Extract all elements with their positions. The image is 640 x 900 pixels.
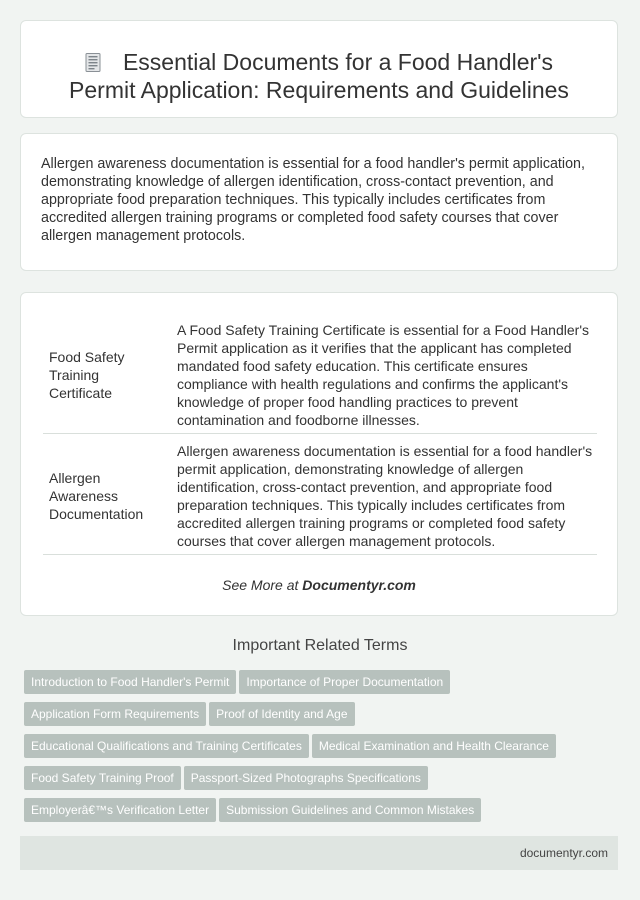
title-line-2: Permit Application: Requirements and Guidelines	[69, 77, 569, 103]
related-term-tag[interactable]: Passport-Sized Photographs Specifications	[184, 766, 428, 790]
related-term-tag[interactable]: Submission Guidelines and Common Mistakes	[219, 798, 481, 822]
related-term-tag[interactable]: Educational Qualifications and Training Certificates	[24, 734, 309, 758]
intro-text: Allergen awareness documentation is essential for a food handler's permit application, demonstrating knowledge of allergen identification, cross-contact prevention, and appropriate food preparation techniques. This typically includes certificates from accredited allergen training programs or completed food safety courses that cover allergen management protocols.	[41, 156, 585, 244]
related-term-tag[interactable]: Food Safety Training Proof	[24, 766, 181, 790]
tag-row	[24, 766, 620, 798]
row-label: Allergen Awareness Documentation	[49, 470, 144, 522]
title-line-1: Essential Documents for a Food Handler's	[122, 49, 554, 75]
see-more-brand[interactable]: Documentyr.com	[302, 577, 416, 593]
table-row	[43, 313, 597, 434]
title-card	[20, 20, 618, 118]
related-term-tag[interactable]: Employerâ€™s Verification Letter	[24, 798, 216, 822]
tag-row	[24, 798, 620, 830]
documents-table	[20, 292, 618, 616]
related-term-tag[interactable]: Introduction to Food Handler's Permit	[24, 670, 236, 694]
related-terms-heading: Important Related Terms	[232, 637, 408, 654]
tag-row	[24, 734, 620, 766]
row-description: Allergen awareness documentation is essential for a food handler's permit application, demonstrating knowledge of allergen identification, cross-contact prevention, and appropriate food preparation techniques. This typically includes certificates from accredited allergen training programs or completed food safety courses that cover allergen management protocols.	[177, 443, 593, 549]
tag-row	[24, 702, 620, 734]
related-term-tag[interactable]: Medical Examination and Health Clearance	[312, 734, 556, 758]
related-terms-list	[24, 670, 620, 830]
related-term-tag[interactable]: Proof of Identity and Age	[209, 702, 354, 726]
table-row	[43, 434, 597, 555]
related-term-tag[interactable]: Importance of Proper Documentation	[239, 670, 450, 694]
intro-card	[20, 133, 618, 271]
footer	[20, 836, 618, 870]
footer-site[interactable]: documentyr.com	[519, 846, 608, 860]
row-label: Food Safety Training Certificate	[49, 349, 125, 401]
related-term-tag[interactable]: Application Form Requirements	[24, 702, 206, 726]
tag-row	[24, 670, 620, 702]
see-more-prefix: See More at	[222, 577, 303, 593]
page-title	[21, 48, 617, 104]
see-more-link[interactable]	[21, 577, 617, 593]
row-description: A Food Safety Training Certificate is essential for a Food Handler's Permit application as it verifies that the applicant has completed mandated food safety education. This certificate ensures compliance with health regulations and confirms the applicant's knowledge of proper food handling practices to prevent contamination and foodborne illnesses.	[177, 322, 589, 428]
document-icon	[85, 53, 101, 72]
